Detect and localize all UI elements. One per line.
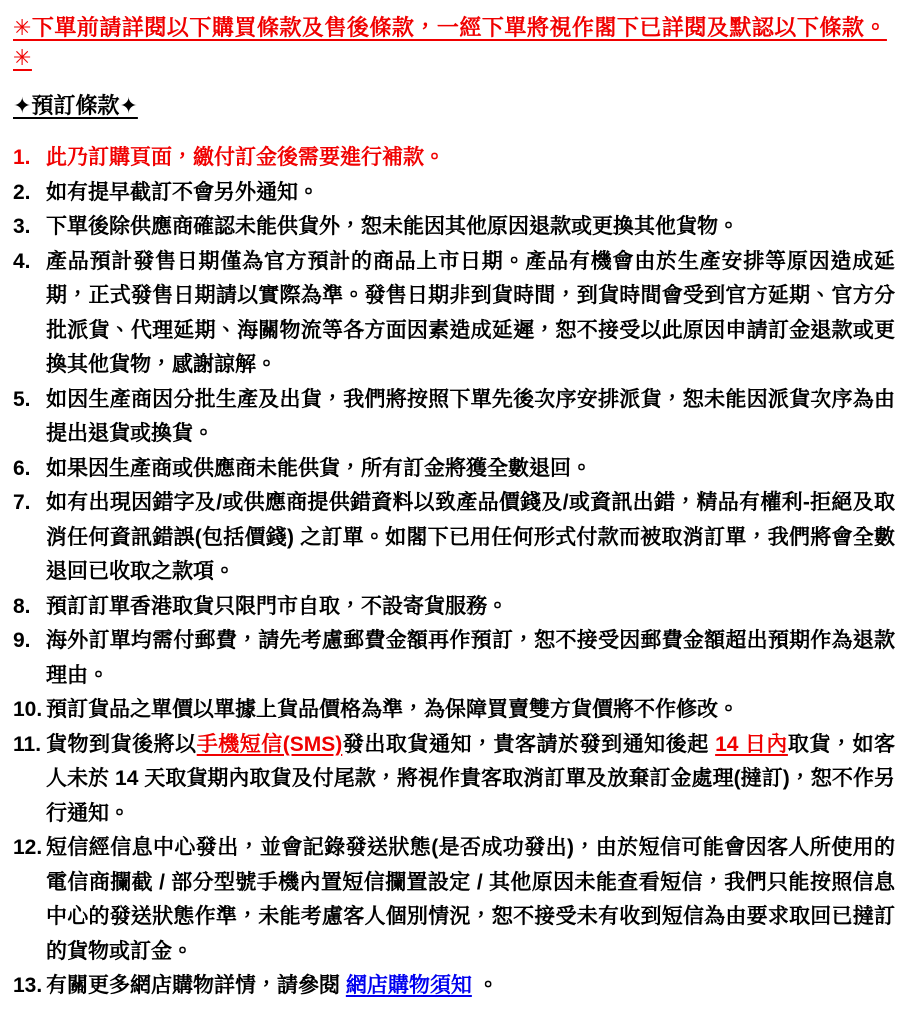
term-item-13 — [13, 969, 895, 1004]
term-item-11 — [13, 728, 895, 832]
term-text: 如有出現因錯字及/或供應商提供錯資料以致產品價錢及/或資訊出錯，精品有權利-拒絕及取消任何資訊錯誤(包括價錢) 之訂單。如閣下已用任何形式付款而被取消訂單，我們將會全數退回已收取之款項。 — [46, 491, 895, 583]
highlighted-phrase: 14 日內 — [715, 732, 788, 756]
term-text: 。 — [471, 974, 499, 997]
term-number: 5. — [13, 387, 31, 411]
term-text: 有關更多網店購物詳情，請參閱 — [46, 974, 346, 997]
term-item-1 — [13, 141, 895, 176]
section-title: ✦預訂條款✦ — [13, 93, 138, 118]
term-item-9 — [13, 624, 895, 693]
term-number: 2. — [13, 180, 31, 204]
term-item-2 — [13, 176, 895, 211]
term-item-3 — [13, 210, 895, 245]
term-number: 1. — [13, 146, 31, 169]
term-text: 如因生產商因分批生產及出貨，我們將按照下單先後次序安排派貨，恕未能因派貨次序為由提出退貨或換貨。 — [46, 387, 895, 445]
highlighted-phrase: 手機短信(SMS) — [196, 732, 343, 756]
term-item-7 — [13, 486, 895, 590]
term-number: 4. — [13, 249, 31, 273]
term-item-8 — [13, 590, 895, 625]
shop-guide-link[interactable]: 網店購物須知 — [345, 974, 472, 997]
term-number: 12. — [13, 836, 43, 859]
term-item-12 — [13, 831, 895, 969]
term-text: 如果因生產商或供應商未能供貨，所有訂金將獲全數退回。 — [46, 456, 592, 480]
term-text: 此乃訂購頁面，繳付訂金後需要進行補款。 — [46, 146, 445, 169]
term-number: 6. — [13, 456, 31, 480]
term-text: 如有提早截訂不會另外通知。 — [46, 180, 319, 204]
term-text: 貨物到貨後將以 — [46, 732, 197, 756]
notice-banner: ✳下單前請詳閱以下購買條款及售後條款，一經下單將視作閣下已詳閱及默認以下條款。✳ — [13, 15, 887, 70]
term-text: 發出取貨通知，貴客請於發到通知後起 — [342, 732, 716, 756]
term-text: 產品預計發售日期僅為官方預計的商品上市日期。產品有機會由於生產安排等原因造成延期，正式發售日期請以實際為準。發售日期非到貨時間，到貨時間會受到官方延期、官方分批派貨、代理延期、海關物流等各方面因素造成延遲，恕不接受以此原因申請訂金退款或更換其他貨物，感謝諒解。 — [46, 249, 895, 376]
term-item-10 — [13, 693, 895, 728]
term-text: 預訂貨品之單價以單據上貨品價格為準，為保障買賣雙方貨價將不作修改。 — [46, 698, 739, 721]
term-text: 短信經信息中心發出，並會記錄發送狀態(是否成功發出)，由於短信可能會因客人所使用的電信商攔截 / 部分型號手機內置短信攔置設定 / 其他原因未能查看短信，我們只能按照信息中心的發送狀態作準，未能考慮客人個別情況，恕不接受未有收到短信為由要求取回已撻訂的貨物或訂金。 — [46, 836, 895, 963]
term-number: 9. — [13, 629, 31, 652]
term-number: 11. — [13, 732, 42, 756]
term-item-5 — [13, 383, 895, 452]
term-number: 8. — [13, 594, 31, 618]
term-text: 下單後除供應商確認未能供貨外，恕未能因其他原因退款或更換其他貨物。 — [46, 215, 739, 238]
term-number: 7. — [13, 491, 31, 514]
term-text: 預訂訂單香港取貨只限門市自取，不設寄貨服務。 — [46, 594, 508, 618]
term-item-4 — [13, 245, 895, 383]
term-number: 3. — [13, 215, 31, 238]
term-number: 13. — [13, 974, 43, 997]
term-number: 10. — [13, 698, 43, 721]
term-item-6 — [13, 452, 895, 487]
term-text: 海外訂單均需付郵費，請先考慮郵費金額再作預訂，恕不接受因郵費金額超出預期作為退款理由。 — [46, 629, 895, 687]
terms-list — [13, 141, 895, 1004]
term-text: 取貨，如客人未於 14 天取貨期內取貨及付尾款，將視作貴客取消訂單及放棄訂金處理(撻訂)，恕不作另行通知。 — [46, 732, 896, 825]
